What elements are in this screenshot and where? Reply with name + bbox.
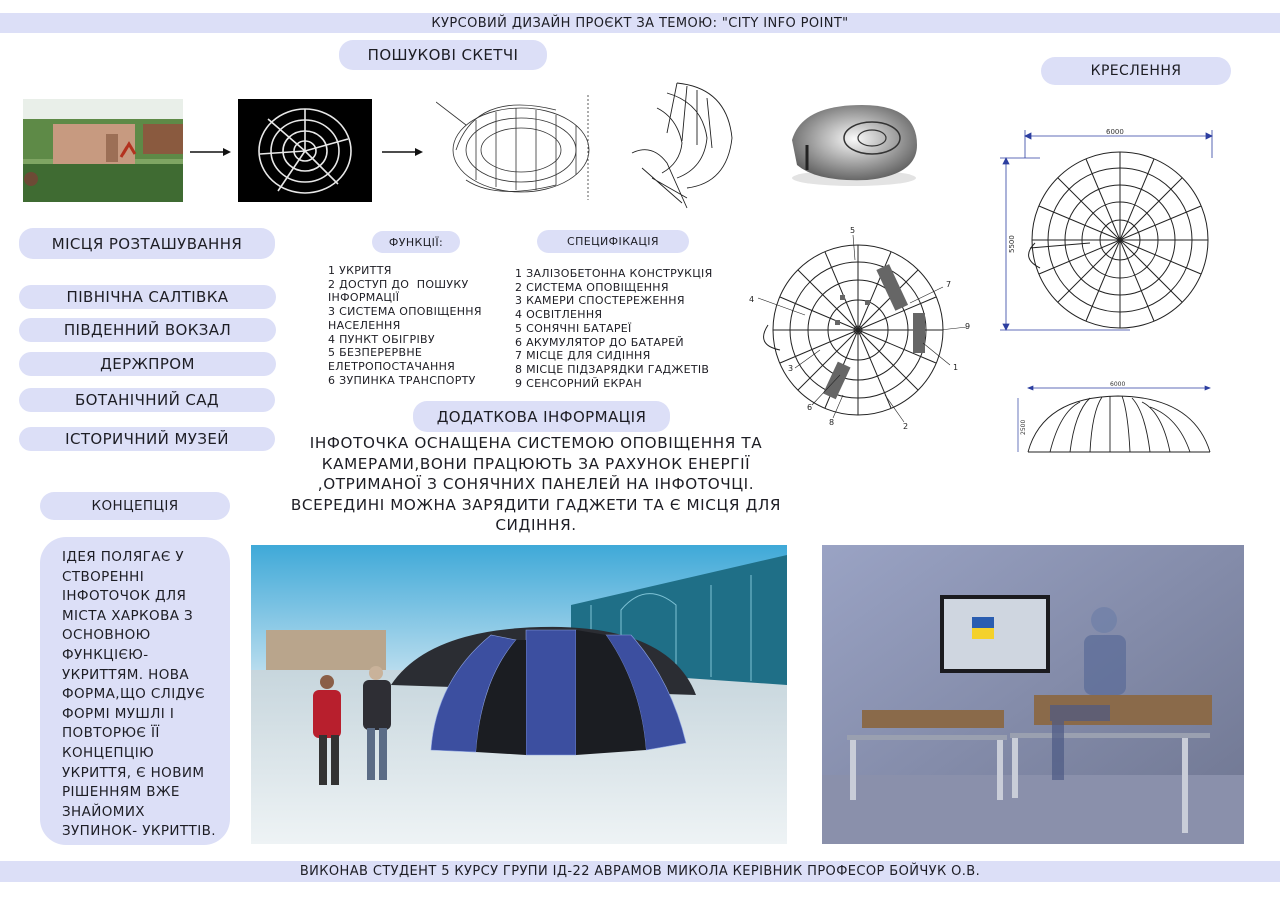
plan-label-4: 4 [749, 295, 755, 304]
header-bar [0, 13, 1280, 33]
numbered-plan [745, 225, 977, 432]
concept-text: ІДЕЯ ПОЛЯГАЄ У СТВОРЕННІ ІНФОТОЧОК ДЛЯ МІСТА ХАРКОВА З ОСНОВНОЮ ФУНКЦІЄЮ- УКРИТТЯМ. НОВА ФОРМА,ЩО СЛІДУЄ ФОРМІ МУШЛІ І ПОВТОРЮЄ ЇЇ КОНЦЕПЦІЮ УКРИТТЯ, Є НОВИМ РІШЕННЯМ ВЖЕ ЗНАЙОМИХ ЗУПИНОК- УКРИТТІВ. [62, 549, 216, 840]
plan-label-3: 3 [788, 364, 794, 373]
plan-label-2: 2 [903, 422, 909, 431]
concept-box [40, 537, 230, 845]
plan-depth-dim: 5500 [1008, 235, 1016, 253]
footer-bar [0, 861, 1280, 882]
shell-sketch [627, 78, 742, 210]
specification-title: СПЕЦИФІКАЦІЯ [537, 230, 689, 253]
plan-label-9: 9 [965, 322, 971, 331]
render-sketch [782, 100, 922, 190]
plan-label-6: 6 [807, 403, 813, 412]
location-item-history-museum: ІСТОРИЧНИЙ МУЗЕЙ [19, 427, 275, 451]
nautilus-graphic [238, 99, 372, 202]
extra-info-text: ІНФОТОЧКА ОСНАЩЕНА СИСТЕМОЮ ОПОВІЩЕННЯ ТА КАМЕРАМИ,ВОНИ ПРАЦЮЮТЬ ЗА РАХУНОК ЕНЕРГІЇ ,ОТРИМАНОЇ З СОНЯЧНИХ ПАНЕЛЕЙ НА ІНФОТОЧЦІ. ВСЕРЕДИНІ МОЖНА ЗАРЯДИТИ ГАДЖЕТИ ТА Є МІСЦЯ ДЛЯ СИДІННЯ. [290, 434, 782, 535]
sketches-title: ПОШУКОВІ СКЕТЧІ [339, 40, 547, 70]
dome-render-graphic [251, 545, 787, 844]
functions-title: ФУНКЦІЇ: [372, 231, 460, 253]
arrow-icon [190, 147, 232, 157]
location-item-south-station: ПІВДЕННИЙ ВОКЗАЛ [19, 318, 276, 342]
locations-title: МІСЦЯ РОЗТАШУВАННЯ [19, 228, 275, 259]
extra-info-title: ДОДАТКОВА ІНФОРМАЦІЯ [413, 401, 670, 432]
functions-list: 1 УКРИТТЯ 2 ДОСТУП ДО ПОШУКУ ІНФОРМАЦІЇ 3 СИСТЕМА ОПОВІЩЕННЯ НАСЕЛЕННЯ 4 ПУНКТ ОБІГРІВУ 5 БЕЗПЕРЕРВНЕ ЕЛЕТРОПОСТАЧАННЯ 6 ЗУПИНКА ТРАНСПОРТУ [328, 264, 482, 387]
interior-render-graphic [822, 545, 1244, 844]
nautilus-photo [238, 99, 372, 202]
plan-drawing [1000, 128, 1230, 338]
elev-height-dim: 2500 [1020, 419, 1027, 435]
elevation-drawing [1010, 380, 1225, 458]
site-photo [23, 99, 183, 202]
location-item-saltivka: ПІВНІЧНА САЛТІВКА [19, 285, 276, 309]
interior-render [822, 545, 1244, 844]
elev-width-dim: 6000 [1110, 381, 1126, 388]
plan-label-8: 8 [829, 418, 835, 427]
footer-credits: ВИКОНАВ СТУДЕНТ 5 КУРСУ ГРУПИ ІД-22 АВРАМОВ МИКОЛА КЕРІВНИК ПРОФЕСОР БОЙЧУК О.В. [299, 864, 981, 879]
concept-title: КОНЦЕПЦІЯ [40, 492, 230, 520]
location-item-derzhprom: ДЕРЖПРОМ [19, 352, 276, 376]
plan-width-dim: 6000 [1106, 128, 1124, 136]
drawings-title: КРЕСЛЕННЯ [1041, 57, 1231, 85]
specification-list: 1 ЗАЛІЗОБЕТОННА КОНСТРУКЦІЯ 2 СИСТЕМА ОПОВІЩЕННЯ 3 КАМЕРИ СПОСТЕРЕЖЕННЯ 4 ОСВІТЛЕННЯ 5 СОНЯЧНІ БАТАРЕЇ 6 АКУМУЛЯТОР ДО БАТАРЕЙ 7 МІСЦЕ ДЛЯ СИДІННЯ 8 МІСЦЕ ПІДЗАРЯДКИ ГАДЖЕТІВ 9 СЕНСОРНИЙ ЕКРАН [515, 267, 713, 390]
plan-label-1: 1 [953, 363, 959, 372]
dome-render [251, 545, 787, 844]
page-title: КУРСОВИЙ ДИЗАЙН ПРОЄКТ ЗА ТЕМОЮ: "CITY INFO POINT" [431, 15, 849, 31]
arrow-icon [382, 147, 424, 157]
site-photo-graphic [23, 99, 183, 202]
plan-label-7: 7 [946, 280, 952, 289]
location-item-botanical-garden: БОТАНІЧНИЙ САД [19, 388, 275, 412]
plan-label-5: 5 [850, 226, 856, 235]
wireframe-sketch [436, 90, 596, 205]
